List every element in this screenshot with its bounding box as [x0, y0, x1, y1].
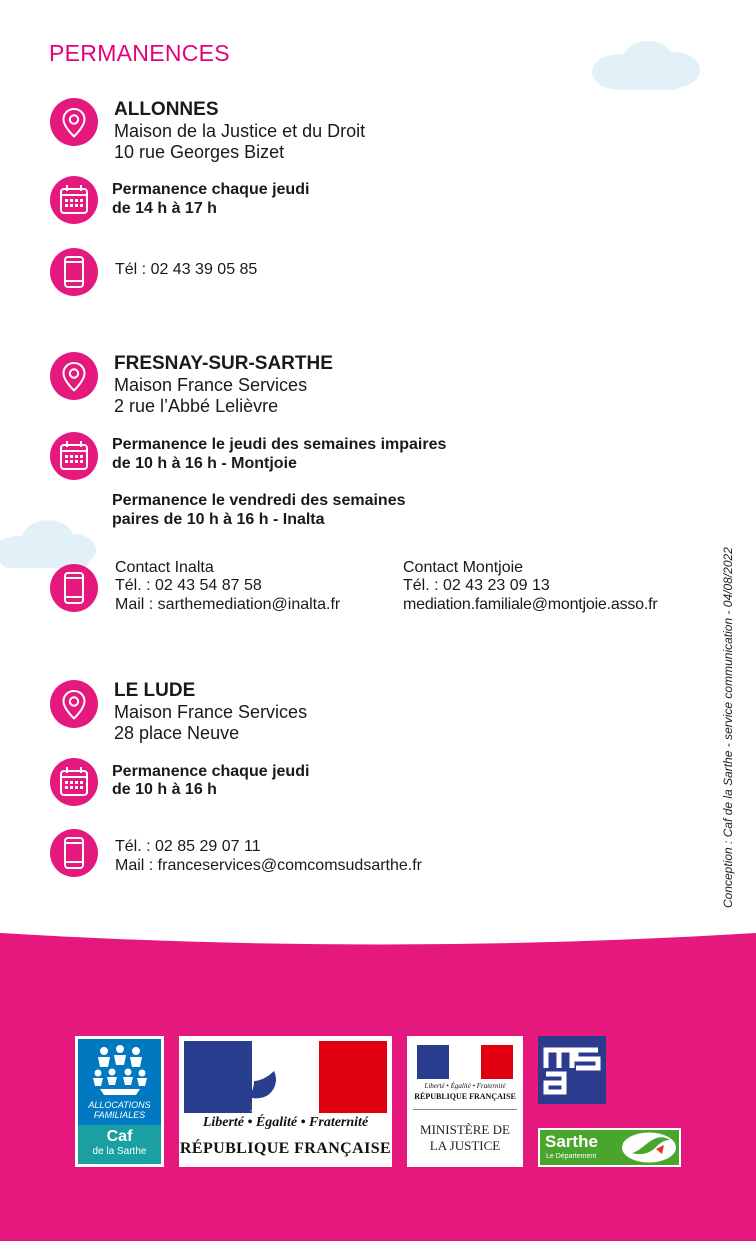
place-name: Maison France Services: [114, 375, 308, 395]
location-pin-icon: [50, 680, 98, 728]
email-address: Mail : franceservices@comcomsudsarthe.fr: [115, 857, 422, 874]
address: 2 rue l’Abbé Lelièvre: [114, 396, 279, 416]
schedule-line: paires de 10 h à 16 h - Inalta: [112, 511, 325, 528]
mj-motto: Liberté • Égalité • Fraternité: [424, 1082, 506, 1090]
town-name: ALLONNES: [114, 99, 219, 120]
msa-logo: [538, 1036, 681, 1108]
sarthe-emblem-icon: [620, 1131, 678, 1164]
marianne-flag-icon: [417, 1045, 513, 1079]
schedule-line: de 10 h à 16 h - Montjoie: [112, 455, 297, 472]
email-address: Mail : sarthemediation@inalta.fr: [115, 596, 341, 613]
credit-line: Conception : Caf de la Sarthe - service communication - 04/08/2022: [721, 547, 735, 908]
msa-letters-icon: [538, 1036, 606, 1104]
divider: [413, 1109, 517, 1110]
smartphone-icon: [50, 564, 98, 612]
calendar-icon: [50, 758, 98, 806]
place-name: Maison France Services: [114, 702, 308, 722]
sarthe-name: Sarthe: [545, 1132, 598, 1151]
msa-word: retraite: [612, 1071, 681, 1089]
phone-number: Tél. : 02 43 54 87 58: [115, 577, 262, 594]
address: 10 rue Georges Bizet: [114, 142, 285, 162]
republique-francaise-logo: [179, 1036, 392, 1167]
ministry-name: MINISTÈRE DE: [420, 1122, 510, 1137]
cloud-decoration: [590, 40, 702, 92]
msa-word: santé: [612, 1036, 681, 1054]
caf-label: ALLOCATIONS: [88, 1100, 151, 1110]
schedule-line: Permanence le vendredi des semaines: [112, 492, 406, 509]
calendar-icon: [50, 176, 98, 224]
rf-name: RÉPUBLIQUE FRANÇAISE: [179, 1140, 392, 1157]
sarthe-departement-logo: [538, 1128, 681, 1167]
cloud-decoration: [0, 518, 96, 570]
caf-label: FAMILIALES: [93, 1110, 146, 1120]
msa-word: famille: [612, 1054, 681, 1072]
msa-wordlist: [612, 1036, 681, 1106]
msa-word: services: [612, 1089, 681, 1107]
caf-subtitle: de la Sarthe: [92, 1146, 147, 1157]
email-address: mediation.familiale@montjoie.asso.fr: [403, 596, 658, 613]
schedule-line: de 10 h à 16 h: [112, 781, 217, 798]
phone-number: Tél. : 02 43 23 09 13: [403, 577, 550, 594]
sarthe-subtitle: Le Département: [546, 1153, 597, 1160]
contact-title: Contact Montjoie: [403, 559, 524, 576]
marianne-flag-icon: [184, 1041, 387, 1113]
smartphone-icon: [50, 248, 98, 296]
calendar-icon: [50, 432, 98, 480]
mj-name: RÉPUBLIQUE FRANÇAISE: [414, 1092, 516, 1101]
contact-title: Contact Inalta: [115, 559, 214, 576]
phone-number: Tél : 02 43 39 05 85: [115, 261, 258, 278]
place-name: Maison de la Justice et du Droit: [114, 121, 366, 141]
schedule-line: Permanence chaque jeudi: [112, 181, 310, 198]
schedule-line: de 14 h à 17 h: [112, 200, 217, 217]
caf-logo: [75, 1036, 164, 1167]
location-pin-icon: [50, 98, 98, 146]
caf-name: Caf: [106, 1128, 133, 1145]
smartphone-icon: [50, 829, 98, 877]
ministry-name: LA JUSTICE: [429, 1138, 501, 1153]
address: 28 place Neuve: [114, 723, 240, 743]
family-figures-icon: [90, 1045, 150, 1097]
phone-number: Tél. : 02 85 29 07 11: [115, 838, 261, 855]
page-title: PERMANENCES: [49, 40, 230, 66]
rf-motto: Liberté • Égalité • Fraternité: [202, 1115, 369, 1130]
location-pin-icon: [50, 352, 98, 400]
town-name: FRESNAY-SUR-SARTHE: [114, 353, 333, 374]
ministere-justice-logo: [407, 1036, 523, 1167]
town-name: LE LUDE: [114, 680, 196, 701]
schedule-line: Permanence le jeudi des semaines impaires: [112, 436, 447, 453]
schedule-line: Permanence chaque jeudi: [112, 763, 310, 780]
